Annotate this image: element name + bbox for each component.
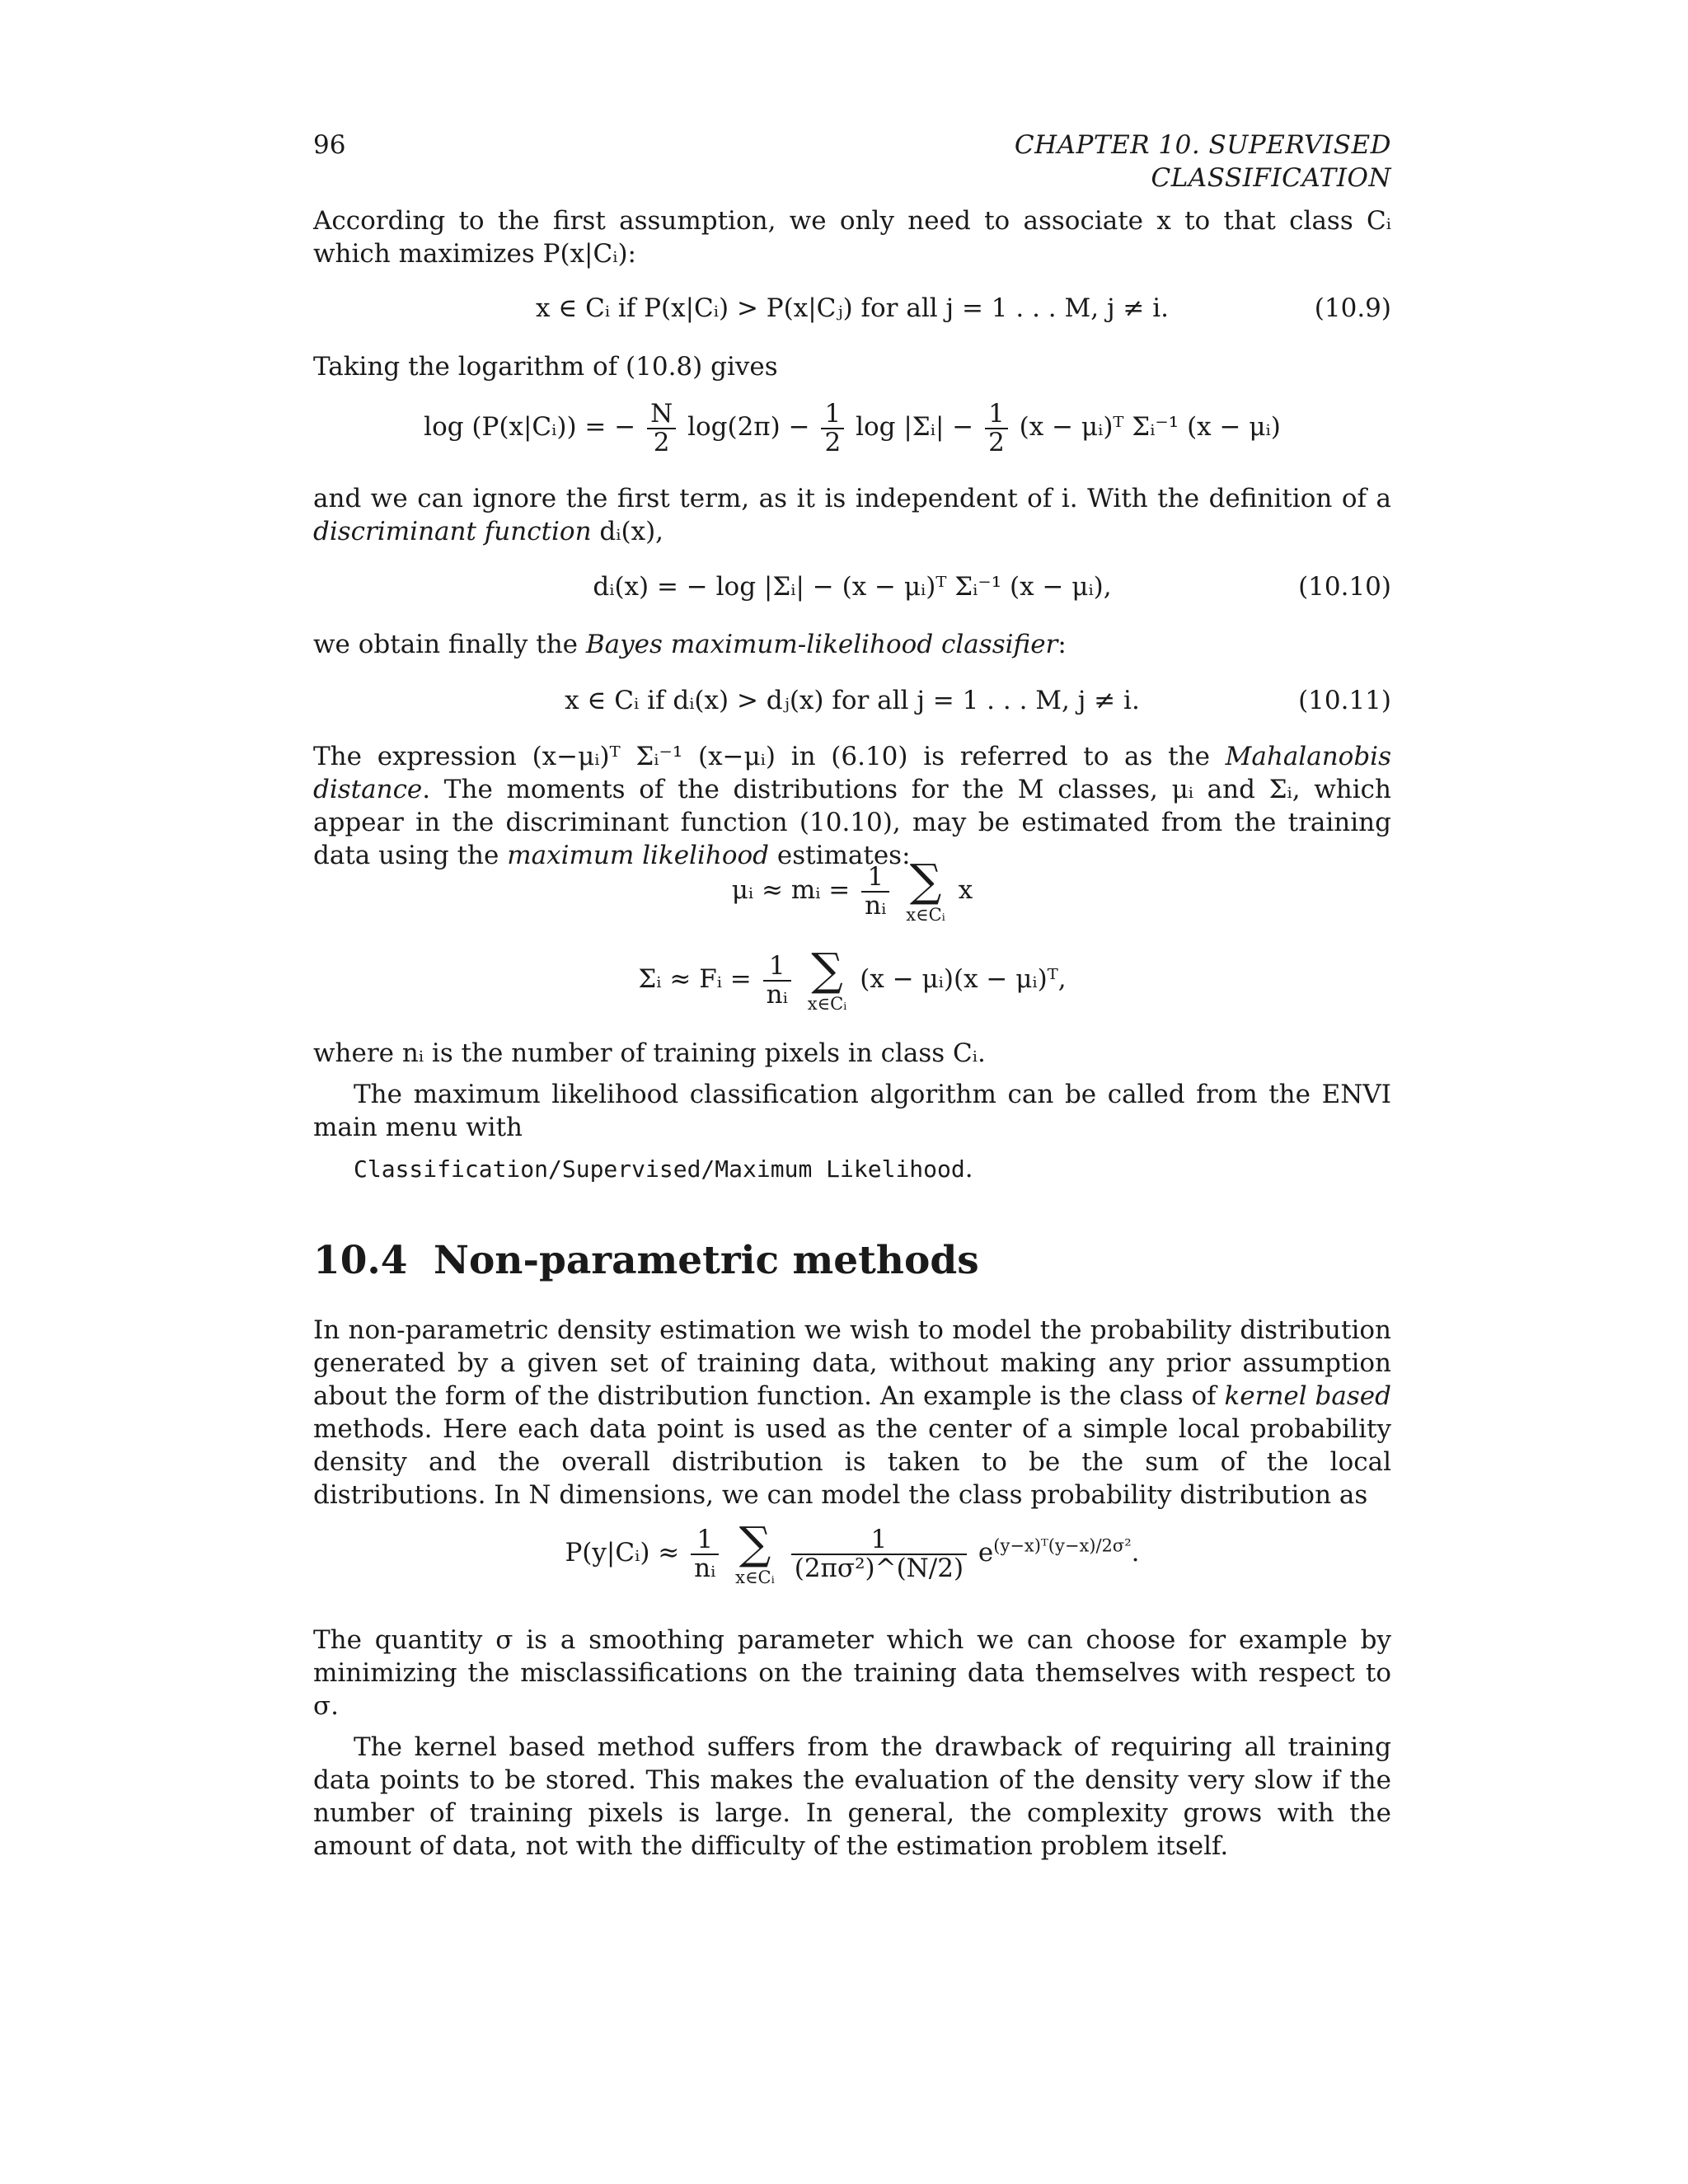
equation-number: (10.11) bbox=[1298, 686, 1391, 715]
menu-path: Classification/Supervised/Maximum Likelihood bbox=[354, 1155, 965, 1183]
equation-mean-estimate: μᵢ ≈ mᵢ = $\frac{1}{\text{nᵢ}}$ ∑ x∈Cᵢ x bbox=[731, 855, 973, 925]
running-header: CHAPTER 10. SUPERVISED CLASSIFICATION bbox=[1014, 130, 1391, 193]
paragraph-smoothing: The quantity σ is a smoothing parameter which we can choose for example by minimizing the misclassifications on the training data themselves with respect to σ. The kernel based method suffers from the drawback of requiring all training data points to be stored. This makes the evaluation of the density very slow if the number of training pixels is large. In general, the complexity grows with the amount of data, not with the difficulty of the estimation problem itself. bbox=[313, 1625, 1391, 1861]
equation-number: (10.10) bbox=[1298, 572, 1391, 602]
summation: ∑ x∈Cᵢ bbox=[735, 1517, 775, 1587]
fraction: $\frac{1}{\text{nᵢ}}$ bbox=[861, 864, 889, 919]
paragraph-mahalanobis: The expression (x−μᵢ)ᵀ Σᵢ⁻¹ (x−μᵢ) in (6.10) is referred to as the Mahalanobis distance. The moments of the distributions for the M classes, μᵢ and Σᵢ, which appear in the discriminant function (10.10), may be estimated from the training data using the maximum likelihood estimates: bbox=[313, 742, 1391, 870]
fraction: $\frac{1}{2}$ bbox=[821, 401, 844, 456]
fraction: $\frac{1}{\text{nᵢ}}$ bbox=[763, 953, 791, 1008]
section-heading: 10.4 Non-parametric methods bbox=[313, 1238, 979, 1283]
summation: ∑ x∈Cᵢ bbox=[906, 855, 945, 925]
page-number: 96 bbox=[313, 130, 346, 160]
equation-log-likelihood: log (P(x|Cᵢ)) = − $\frac{N}{2}$ log(2π) − $\frac{1}{2}$ log |Σᵢ| − $\frac{1}{2}$ (x − μᵢ)ᵀ Σᵢ⁻¹ (x − μᵢ) bbox=[424, 399, 1281, 457]
equation-10-11: x ∈ Cᵢ if dᵢ(x) > dⱼ(x) for all j = 1 . . . M, j ≠ i. (10.11) bbox=[565, 686, 1391, 715]
equation-kernel-density: P(y|Cᵢ) ≈ $\frac{1}{\text{nᵢ}}$ ∑ x∈Cᵢ $\frac{1}{\text{(2πσ²)\textasciicircum{}(N/2)}}$ $e^{(y-x)ᵀ(y-x)/2\sigma^2}$. bbox=[565, 1517, 1140, 1587]
fraction: $\frac{1}{2}$ bbox=[985, 401, 1008, 456]
fraction: $\frac{1}{\text{(2πσ²)\textasciicircum{}(N/2)}}$ bbox=[791, 1526, 967, 1582]
summation: ∑ x∈Cᵢ bbox=[807, 944, 847, 1014]
equation-10-10: dᵢ(x) = − log |Σᵢ| − (x − μᵢ)ᵀ Σᵢ⁻¹ (x − μᵢ), (10.10) bbox=[593, 572, 1391, 602]
fraction: $\frac{N}{2}$ bbox=[647, 401, 676, 456]
paragraph-logarithm: Taking the logarithm of (10.8) gives bbox=[313, 352, 778, 382]
equation-10-9: x ∈ Cᵢ if P(x|Cᵢ) > P(x|Cⱼ) for all j = 1 . . . M, j ≠ i. (10.9) bbox=[535, 293, 1391, 323]
fraction: $\frac{1}{\text{nᵢ}}$ bbox=[691, 1526, 719, 1582]
paragraph-discriminant: and we can ignore the first term, as it is independent of i. With the definition of a discriminant function dᵢ(x), bbox=[313, 484, 1391, 546]
paragraph-bayes: we obtain finally the Bayes maximum-likelihood classifier: bbox=[313, 630, 1067, 659]
paragraph-assumption: According to the first assumption, we only need to associate x to that class Cᵢ which maximizes P(x|Cᵢ): bbox=[313, 206, 1391, 269]
equation-number: (10.9) bbox=[1314, 293, 1391, 323]
paragraph-training-pixels: where nᵢ is the number of training pixels in class Cᵢ. The maximum likelihood classification algorithm can be called from the ENVI main menu with Classification/Supervised/Maximum Likelihood. bbox=[313, 1038, 1391, 1183]
paragraph-non-parametric: In non-parametric density estimation we wish to model the probability distribution generated by a given set of training data, without making any prior assumption about the form of the distribution function. An example is the class of kernel based methods. Here each data point is used as the center of a simple local probability density and the overall distribution is taken to be the sum of the local distributions. In N dimensions, we can model the class probability distribution as bbox=[313, 1315, 1391, 1510]
equation-covariance-estimate: Σᵢ ≈ Fᵢ = $\frac{1}{\text{nᵢ}}$ ∑ x∈Cᵢ (x − μᵢ)(x − μᵢ)ᵀ, bbox=[638, 944, 1067, 1014]
